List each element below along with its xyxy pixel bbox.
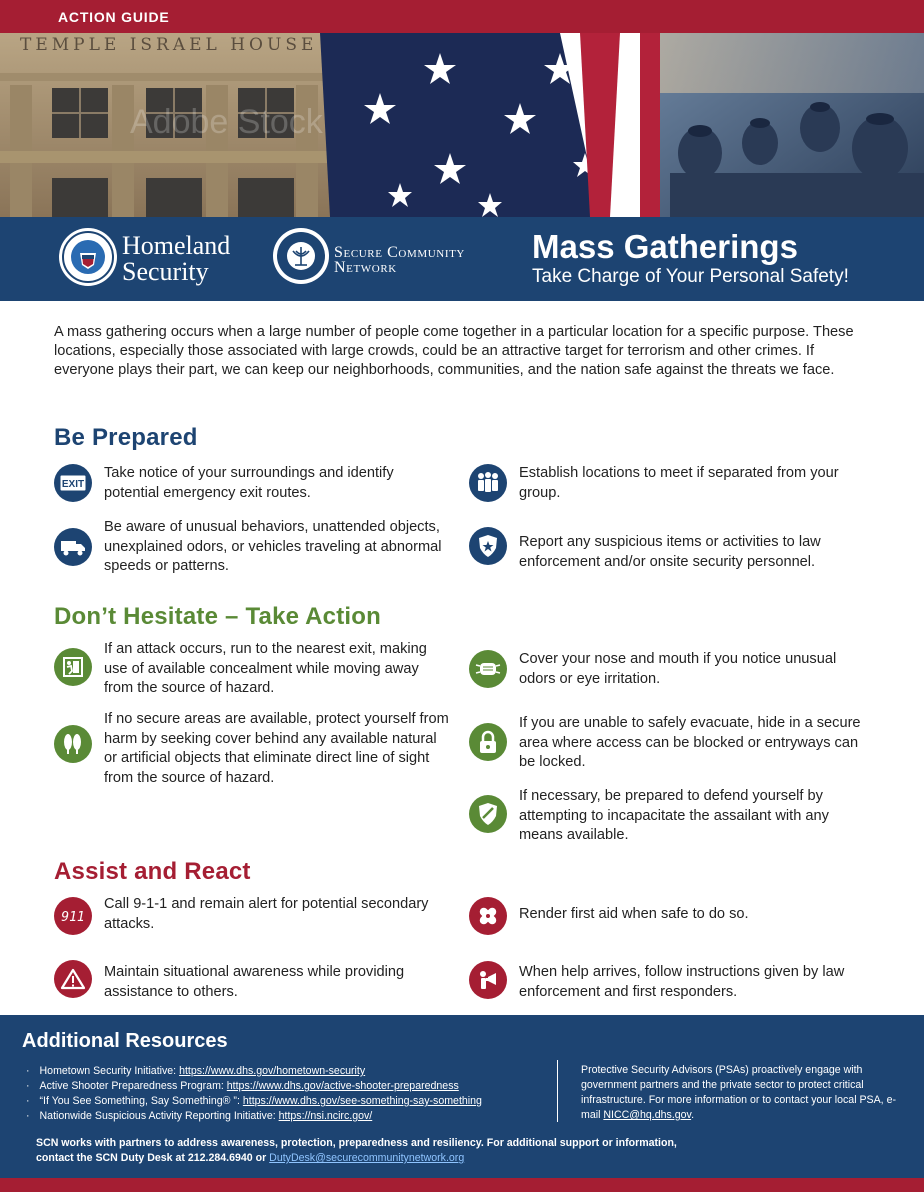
additional-resources — [0, 1015, 924, 1178]
section-title-be-prepared: Be Prepared — [54, 424, 198, 451]
action-guide-label: ACTION GUIDE — [58, 9, 170, 25]
tip-text: Call 9-1-1 and remain alert for potential secondary attacks. — [104, 896, 429, 932]
psa-end: . — [691, 1109, 695, 1121]
resource-label: Nationwide Suspicious Activity Reporting Initiative: — [39, 1110, 279, 1122]
resource-item: · Active Shooter Preparedness Program: https://www.dhs.gov/active-shooter-preparedness — [26, 1080, 459, 1092]
scn-wordmark-line2: Network — [334, 259, 397, 276]
resource-item: · Hometown Security Initiative: https://www.dhs.gov/hometown-security — [26, 1065, 366, 1077]
tip-text: Report any suspicious items or activities to law enforcement and/or onsite security personnel. — [519, 534, 821, 570]
exit-sign-icon — [54, 464, 92, 502]
stock-watermark: Adobe Stock — [130, 103, 323, 141]
dhs-seal-icon — [58, 227, 118, 287]
resources-divider — [557, 1060, 558, 1122]
dhs-wordmark-line1: Homeland — [122, 231, 231, 260]
svg-text:EXIT: EXIT — [61, 479, 85, 490]
run-exit-icon — [54, 648, 92, 686]
group-icon — [469, 464, 507, 502]
tip-text: Cover your nose and mouth if you notice unusual odors or eye irritation. — [519, 651, 837, 687]
resource-item: · Nationwide Suspicious Activity Reporting Initiative: https://nsi.ncirc.gov/ — [26, 1110, 373, 1122]
warning-icon — [54, 960, 92, 998]
tip-text: When help arrives, follow instructions given by law enforcement and first responders. — [519, 964, 845, 1000]
resources-title: Additional Resources — [22, 1030, 228, 1052]
tip-text: Be aware of unusual behaviors, unattended objects, unexplained odors, or vehicles traveling at abnormal speeds or patterns. — [104, 519, 442, 574]
megaphone-icon — [469, 961, 507, 999]
footer-text: SCN works with partners to address awareness, protection, preparedness and resiliency. For additional support or information, contact the SCN Duty Desk at 212.284.6940 or — [36, 1137, 677, 1164]
tip-text: Maintain situational awareness while providing assistance to others. — [104, 964, 405, 1000]
shield-icon — [469, 795, 507, 833]
page-subtitle: Take Charge of Your Personal Safety! — [532, 266, 849, 287]
tip-text: Establish locations to meet if separated from your group. — [519, 465, 839, 501]
tip-text: Take notice of your surroundings and identify potential emergency exit routes. — [104, 465, 394, 501]
trees-cover-icon — [54, 725, 92, 763]
resource-link[interactable]: https://www.dhs.gov/see-something-say-something — [242, 1095, 482, 1107]
tip-text: Render first aid when safe to do so. — [519, 906, 749, 922]
tip-text: If no secure areas are available, protect yourself from harm by seeking cover behind any available natural or artificial objects that eliminate direct line of sight from the source of hazard. — [104, 711, 449, 786]
duty-desk-email-link[interactable]: DutyDesk@securecommunitynetwork.org — [269, 1152, 465, 1164]
hero-banner — [0, 33, 924, 217]
psa-email-link[interactable]: NICC@hq.dhs.gov — [603, 1109, 692, 1121]
psa-paragraph — [581, 1063, 901, 1123]
scn-wordmark — [334, 245, 465, 275]
police-badge-icon — [469, 527, 507, 565]
truck-icon — [54, 528, 92, 566]
title-band — [0, 217, 924, 301]
padlock-icon — [469, 723, 507, 761]
resource-label: Active Shooter Preparedness Program: — [39, 1080, 227, 1092]
resources-list — [26, 1064, 482, 1124]
intro-paragraph: A mass gathering occurs when a large number of people come together in a particular location for a specific purpose. These locations, especially those associated with large crowds, could be an attractive target for terrorism and other crimes. If everyone plays their part, we can keep our neighborhoods, communities, and the nation safe against the threats we face. — [54, 324, 854, 378]
resource-label: Hometown Security Initiative: — [39, 1065, 180, 1077]
resource-label: “If You See Something, Say Something® ”: — [39, 1095, 243, 1107]
tip-text: If you are unable to safely evacuate, hide in a secure area where access can be blocked or entryways can be locked. — [519, 715, 861, 770]
building-engraving: TEMPLE ISRAEL HOUSE — [20, 35, 318, 55]
dhs-wordmark — [122, 233, 230, 285]
bandage-icon — [469, 897, 507, 935]
scn-seal-icon — [272, 227, 330, 285]
resource-item: · “If You See Something, Say Something® ”: https://www.dhs.gov/see-something-say-something — [26, 1095, 482, 1107]
tip-text: If an attack occurs, run to the nearest exit, making use of available concealment while moving away from the source of hazard. — [104, 641, 427, 696]
scn-wordmark-line1: Secure Community — [334, 244, 465, 261]
tip-text: If necessary, be prepared to defend yourself by attempting to incapacitate the assailant with any means available. — [519, 788, 829, 843]
section-title-assist-react: Assist and React — [54, 858, 251, 885]
resource-link[interactable]: https://www.dhs.gov/active-shooter-preparedness — [226, 1080, 459, 1092]
top-bar — [0, 0, 924, 33]
section-title-take-action: Don’t Hesitate – Take Action — [54, 603, 381, 630]
scn-footer — [36, 1136, 716, 1166]
page-title: Mass Gatherings — [532, 228, 798, 265]
dhs-wordmark-line2: Security — [122, 257, 209, 286]
svg-text:911: 911 — [61, 910, 85, 924]
resource-link[interactable]: https://www.dhs.gov/hometown-security — [179, 1065, 366, 1077]
resource-link[interactable]: https://nsi.ncirc.gov/ — [278, 1110, 373, 1122]
911-icon — [54, 897, 92, 935]
bottom-bar — [0, 1178, 924, 1192]
face-mask-icon — [469, 650, 507, 688]
psa-text: Protective Security Advisors (PSAs) proactively engage with government partners and the private sector to protect critical infrastructure. For more information or to contact your local PSA, e-mail — [581, 1064, 896, 1121]
